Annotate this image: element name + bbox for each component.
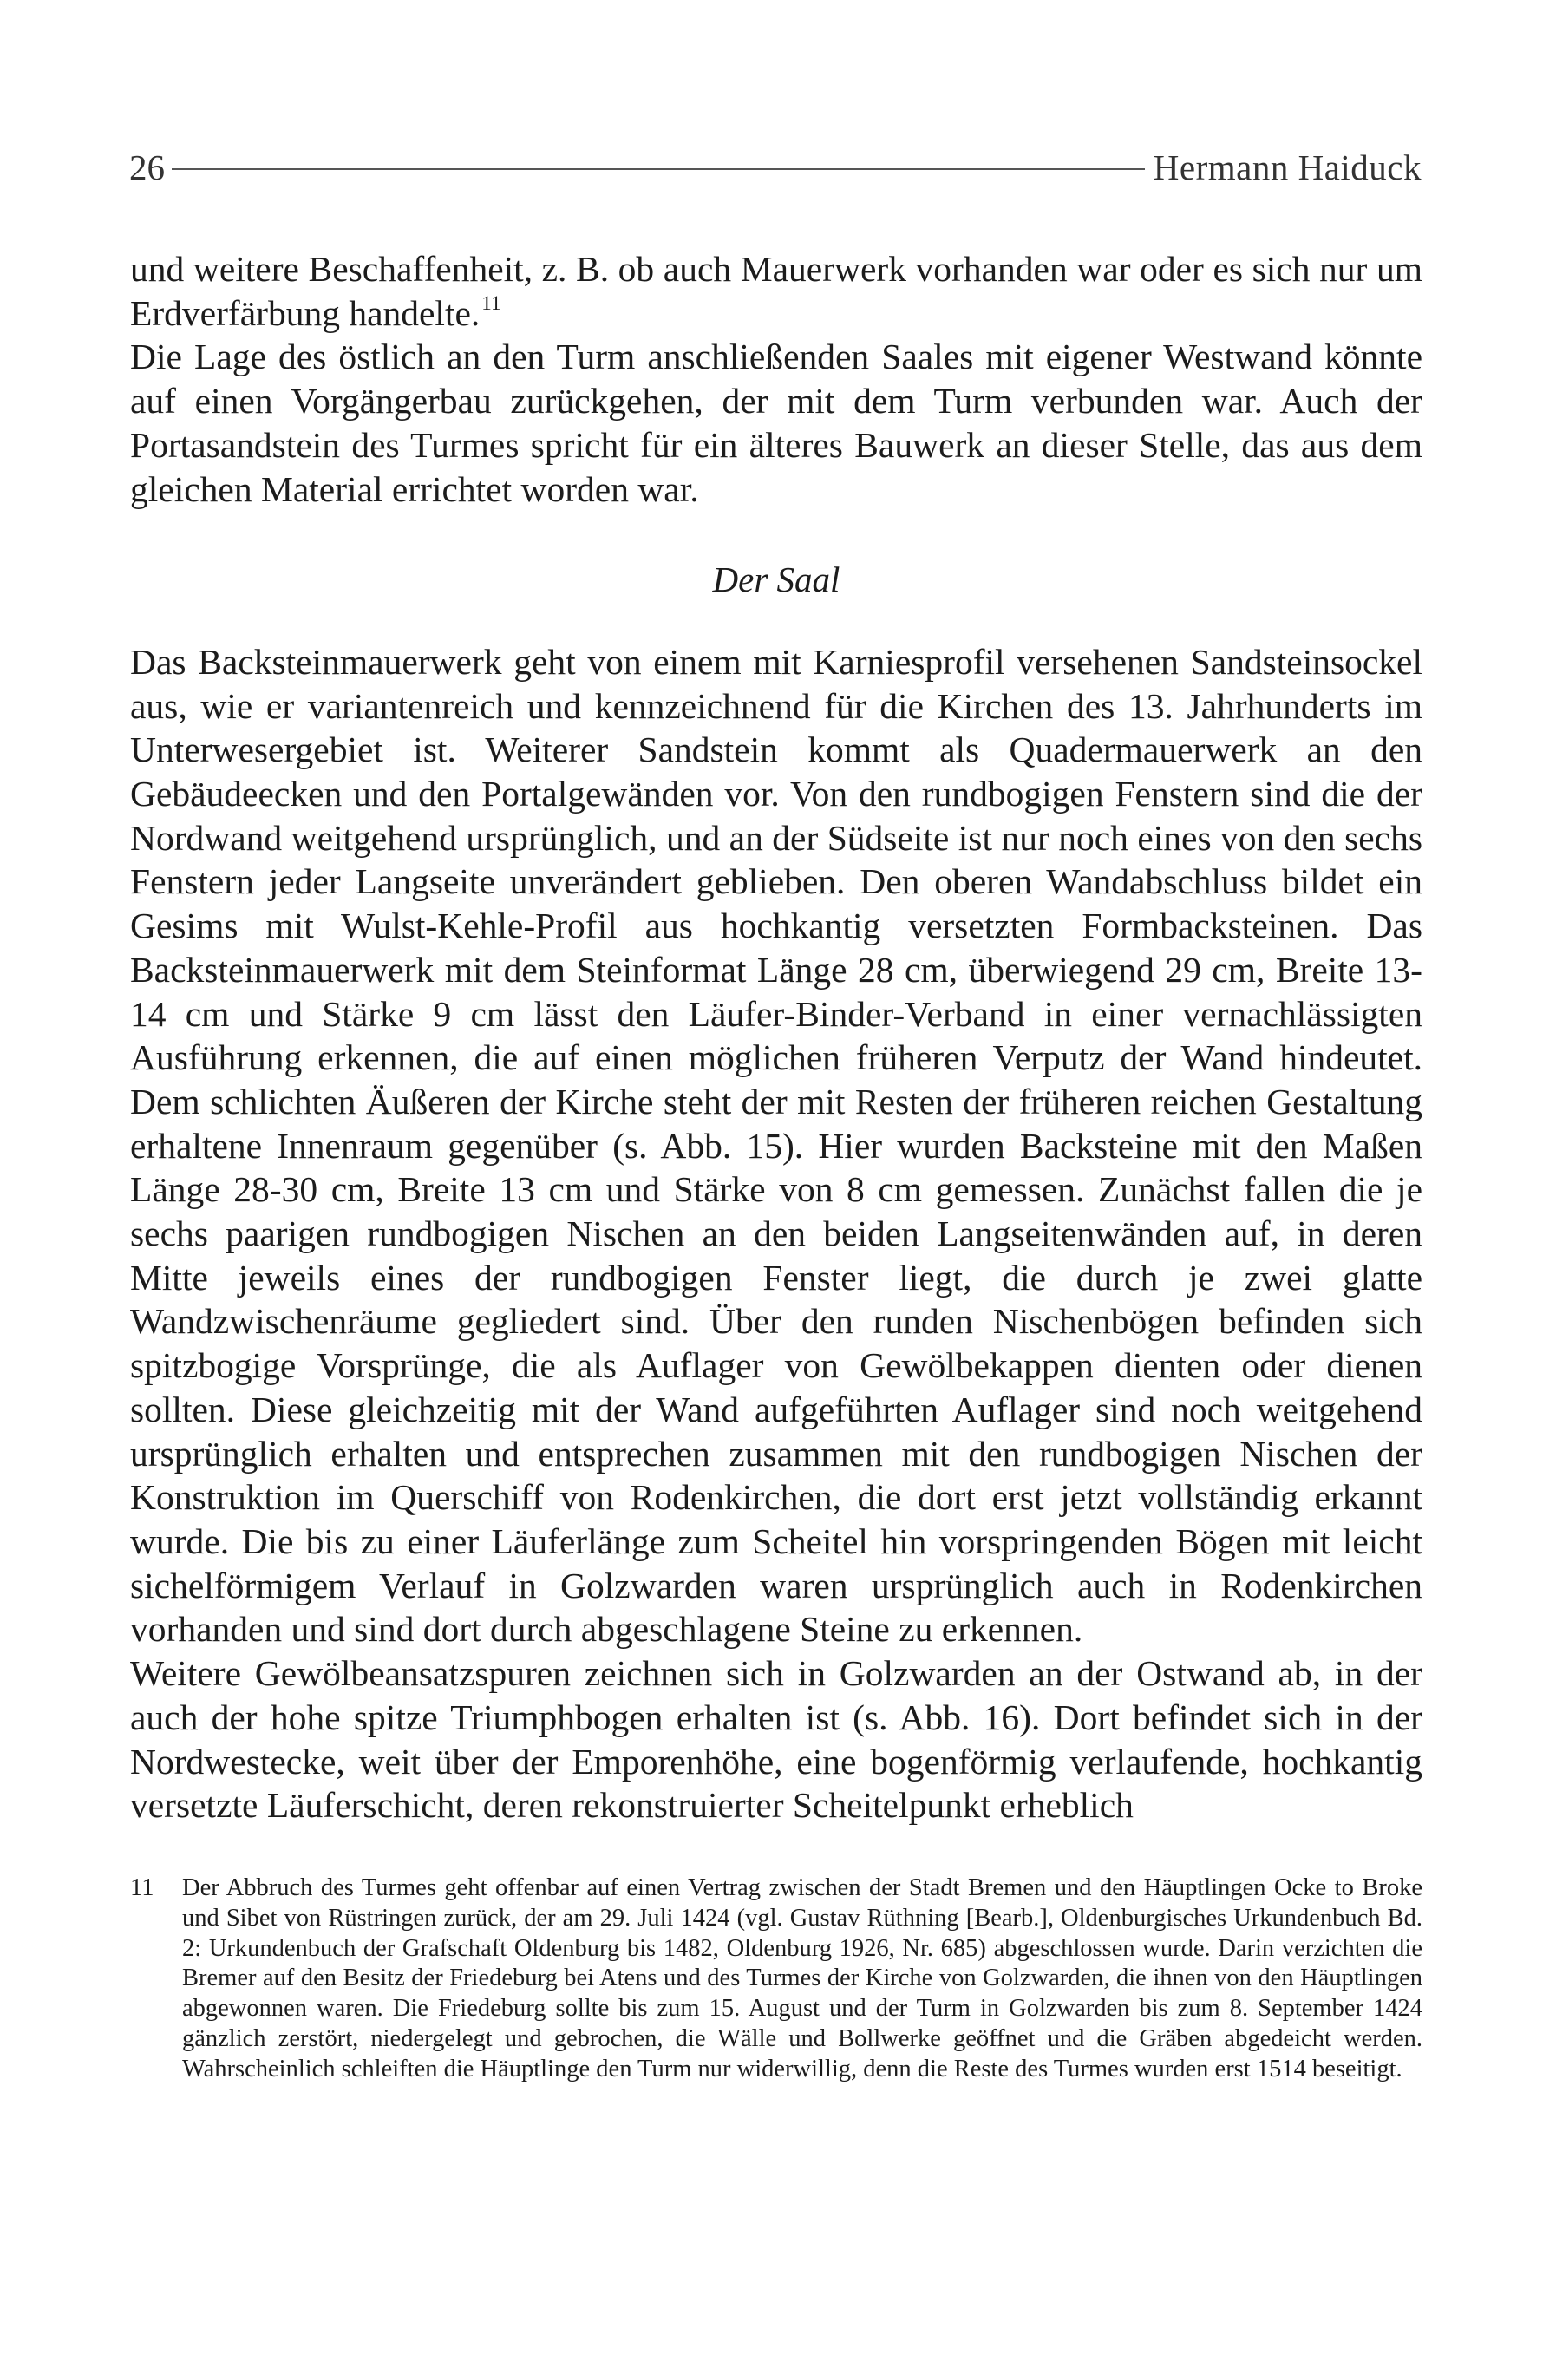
paragraph-2: Die Lage des östlich an den Turm anschließenden Saales mit eigener Westwand könnte auf einen Vorgängerbau zurückgehen, der mit dem Turm verbunden war. Auch der Portasandstein des Turmes spricht für ein älteres Bauwerk an dieser Stelle, das aus dem gleichen Material errichtet worden war.	[130, 337, 1422, 509]
paragraph-1-text: und weitere Beschaffenheit, z. B. ob auch Mauerwerk vorhanden war oder es sich nur um Erdverfärbung handelte.	[130, 249, 1422, 333]
running-header-author: Hermann Haiduck	[1153, 147, 1422, 187]
footnote-text: Der Abbruch des Turmes geht offenbar auf einen Vertrag zwischen der Stadt Bremen und den Häuptlingen Ocke to Broke und Sibet von Rüstringen zurück, der am 29. Juli 1424 (vgl. Gustav Rüthning [Bearb.], Oldenburgisches Urkundenbuch Bd. 2: Urkundenbuch der Grafschaft Oldenburg bis 1482, Oldenburg 1926, Nr. 685) abgeschlossen wurde. Darin verzichten die Bremer auf den Besitz der Friedeburg bei Atens und des Turmes der Kirche von Golzwarden, die ihnen von den Häuptlingen abgewonnen waren. Die Friedeburg sollte bis zum 15. August und der Turm in Golzwarden bis zum 8. September 1424 gänzlich zerstört, niedergelegt und gebrochen, die Wälle und Bollwerke geöffnet und die Gräben abgedeicht werden. Wahrscheinlich schleiften die Häuptlinge den Turm nur widerwillig, denn die Reste des Turmes wurden erst 1514 beseitigt.	[182, 1874, 1422, 2082]
paragraph-3: Das Backsteinmauerwerk geht von einem mit Karniesprofil versehenen Sandsteinsockel aus, wie er variantenreich und kennzeichnend für die Kirchen des 13. Jahrhunderts im Unterwesergebiet ist. Weiterer Sandstein kommt als Quadermauerwerk an den Gebäudeecken und den Portalgewänden vor. Von den rundbogigen Fenstern sind die der Nordwand weitgehend ursprünglich, und an der Südseite ist nur noch eines von den sechs Fenstern jeder Langseite unverändert geblieben. Den oberen Wandabschluss bildet ein Gesims mit Wulst-Kehle-Profil aus hochkantig versetzten Formbacksteinen. Das Backsteinmauerwerk mit dem Steinformat Länge 28 cm, überwiegend 29 cm, Breite 13-14 cm und Stärke 9 cm lässt den Läufer-Binder-Verband in einer vernachlässigten Ausführung erkennen, die auf einen möglichen früheren Verputz der Wand hindeutet. Dem schlichten Äußeren der Kirche steht der mit Resten der früheren reichen Gestaltung erhaltene Innenraum gegenüber (s. Abb. 15). Hier wurden Backsteine mit den Maßen Länge 28-30 cm, Breite 13 cm und Stärke von 8 cm gemessen. Zunächst fallen die je sechs paarigen rundbogigen Nischen an den beiden Langseitenwänden auf, in deren Mitte jeweils eines der rundbogigen Fenster liegt, die durch je zwei glatte Wandzwischenräume gegliedert sind. Über den runden Nischenbögen befinden sich spitzbogige Vorsprünge, die als Auflager von Gewölbekappen dienten oder dienen sollten. Diese gleichzeitig mit der Wand aufgeführten Auflager sind noch weitgehend ursprünglich erhalten und entsprechen zusammen mit den rundbogigen Nischen der Konstruktion im Querschiff von Rodenkirchen, die dort erst jetzt vollständig erkannt wurde. Die bis zu einer Läuferlänge zum Scheitel hin vorspringenden Bögen mit leicht sichelförmigem Verlauf in Golzwarden waren ursprünglich auch in Rodenkirchen vorhanden und sind dort durch abgeschlagene Steine zu erkennen.	[130, 641, 1422, 1650]
footnote-number: 11	[130, 1874, 154, 1901]
paragraph-4: Weitere Gewölbeansatzspuren zeichnen sich in Golzwarden an der Ostwand ab, in der auch der hohe spitze Triumphbogen erhalten ist (s. Abb. 16). Dort befindet sich in der Nordwestecke, weit über der Emporenhöhe, eine bogenförmig verlaufende, hochkantig versetzte Läuferschicht, deren rekonstruierter Scheitelpunkt erheblich	[130, 1653, 1422, 1826]
running-header	[129, 143, 1422, 192]
footnote-reference: 11	[481, 291, 501, 314]
body-text	[130, 247, 1422, 1828]
page-number: 26	[129, 147, 165, 187]
footnote	[130, 1873, 1422, 2085]
section-heading: Der Saal	[712, 559, 840, 600]
paragraph-1	[130, 247, 1422, 335]
header-rule	[172, 168, 1145, 170]
